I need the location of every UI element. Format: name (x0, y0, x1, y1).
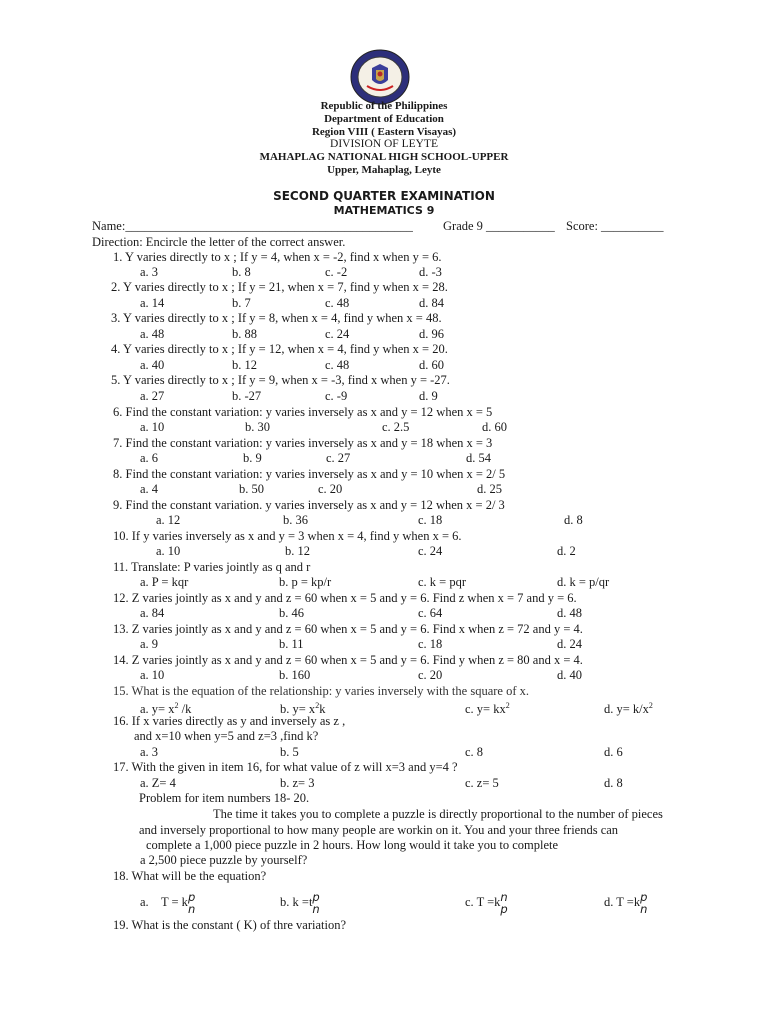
q13-choice-b[interactable]: b. 11 (279, 637, 304, 651)
q15-choice-d[interactable]: d. $y= k/x^2$ (604, 701, 653, 717)
question-15-text: 15. What is the equation of the relationship: y varies inversely with the square of x. (113, 684, 529, 698)
deped-seal-logo (349, 48, 411, 106)
q13-choice-d[interactable]: d. 24 (557, 637, 582, 651)
question-13-text: 13. Z varies jointly as x and y and z = 60 when x = 5 and y = 6. Find x when z = 72 and y = 4. (113, 622, 583, 636)
question-19-text: 19. What is the constant ( K) of thre variation? (113, 918, 347, 932)
question-6-text: 6. Find the constant variation: y varies inversely as x and y = 12 when x = 5 (113, 405, 493, 419)
q5-choice-c[interactable]: c. -9 (325, 389, 348, 403)
question-11-text: 11. Translate: P varies jointly as q and r (113, 560, 311, 574)
header-line-school: MAHAPLAG NATIONAL HIGH SCHOOL-UPPER (259, 151, 509, 163)
q13-choice-a[interactable]: a. 9 (140, 637, 159, 651)
question-1-text: 1. Y varies directly to x ; If y = 4, when x = -2, find x when y = 6. (113, 250, 442, 264)
q17-choice-c[interactable]: c. z= 5 (465, 776, 499, 790)
q16-choice-b[interactable]: b. 5 (280, 745, 299, 759)
q17-choice-b[interactable]: b. z= 3 (280, 776, 315, 790)
q17-choice-a[interactable]: a. Z= 4 (140, 776, 176, 790)
question-16-text-2: and x=10 when y=5 and z=3 ,find k? (134, 729, 319, 743)
q12-choice-a[interactable]: a. 84 (140, 606, 165, 620)
grade-field[interactable]: Grade 9 ___________ (443, 219, 555, 233)
q13-choice-c[interactable]: c. 18 (418, 637, 443, 651)
name-field[interactable]: Name:______________________________________________ (92, 219, 413, 233)
problem-line-1: The time it takes you to complete a puzzle is directly proportional to the number of pieces (213, 807, 663, 821)
question-7-text: 7. Find the constant variation: y varies inversely as x and y = 18 when x = 3 (113, 436, 493, 450)
q2-choice-b[interactable]: b. 7 (232, 296, 251, 310)
q2-choice-d[interactable]: d. 84 (419, 296, 444, 310)
q18-choice-b[interactable]: b. k =t p n (280, 890, 320, 917)
q5-choice-a[interactable]: a. 27 (140, 389, 165, 403)
question-18-text: 18. What will be the equation? (113, 869, 267, 883)
header-line-region: Region VIII ( Eastern Visayas) (311, 126, 457, 138)
exam-title: SECOND QUARTER EXAMINATION (273, 189, 495, 203)
q10-choice-b[interactable]: b. 12 (285, 544, 310, 558)
q11-choice-a[interactable]: a. P = kqr (140, 575, 189, 589)
q4-choice-a[interactable]: a. 40 (140, 358, 165, 372)
q3-choice-d[interactable]: d. 96 (419, 327, 444, 341)
q9-choice-a[interactable]: a. 12 (156, 513, 181, 527)
q1-choice-c[interactable]: c. -2 (325, 265, 348, 279)
q15-choice-c[interactable]: c. $y= kx^2$ (465, 701, 510, 717)
q15-choice-b[interactable]: b. $y= x^2k$ (280, 701, 326, 717)
q6-choice-a[interactable]: a. 10 (140, 420, 165, 434)
q12-choice-d[interactable]: d. 48 (557, 606, 582, 620)
q3-choice-a[interactable]: a. 48 (140, 327, 165, 341)
question-12-text: 12. Z varies jointly as x and y and z = 60 when x = 5 and y = 6. Find z when x = 7 and y = 6. (113, 591, 577, 605)
q11-choice-b[interactable]: b. p = kp/r (279, 575, 332, 589)
q9-choice-b[interactable]: b. 36 (283, 513, 308, 527)
q7-choice-c[interactable]: c. 27 (326, 451, 351, 465)
q4-choice-b[interactable]: b. 12 (232, 358, 257, 372)
q16-choice-d[interactable]: d. 6 (604, 745, 623, 759)
question-5-text: 5. Y varies directly to x ; If y = 9, when x = -3, find x when y = -27. (111, 373, 450, 387)
header-line-republic: Republic of the Philippines (320, 100, 448, 112)
question-2-text: 2. Y varies directly to x ; If y = 21, when x = 7, find y when x = 28. (111, 280, 448, 294)
q11-choice-c[interactable]: c. k = pqr (418, 575, 467, 589)
score-field[interactable]: Score: __________ (566, 219, 664, 233)
problem-heading: Problem for item numbers 18- 20. (139, 791, 310, 805)
question-4-text: 4. Y varies directly to x ; If y = 12, when x = 4, find y when x = 20. (111, 342, 448, 356)
header-line-address: Upper, Mahaplag, Leyte (327, 164, 441, 176)
q4-choice-d[interactable]: d. 60 (419, 358, 444, 372)
q5-choice-b[interactable]: b. -27 (232, 389, 262, 403)
q7-choice-b[interactable]: b. 9 (243, 451, 262, 465)
q2-choice-c[interactable]: c. 48 (325, 296, 350, 310)
q16-choice-c[interactable]: c. 8 (465, 745, 484, 759)
question-9-text: 9. Find the constant variation. y varies inversely as x and y = 12 when x = 2/ 3 (113, 498, 505, 512)
q6-choice-b[interactable]: b. 30 (245, 420, 270, 434)
q18-choice-d[interactable]: d. T =k p n (604, 890, 648, 917)
q3-choice-c[interactable]: c. 24 (325, 327, 350, 341)
q5-choice-d[interactable]: d. 9 (419, 389, 438, 403)
subject-title: MATHEMATICS 9 (333, 204, 435, 217)
header-line-division: DIVISION OF LEYTE (330, 138, 438, 150)
question-17-text: 17. With the given in item 16, for what value of z will x=3 and y=4 ? (113, 760, 458, 774)
q15-choice-a[interactable]: a. $y= x^2$ /k (140, 701, 192, 717)
q8-choice-c[interactable]: c. 20 (318, 482, 343, 496)
q14-choice-c[interactable]: c. 20 (418, 668, 443, 682)
q1-choice-d[interactable]: d. -3 (419, 265, 442, 279)
question-14-text: 14. Z varies jointly as x and y and z = 60 when x = 5 and y = 6. Find y when z = 80 and x = 4. (113, 653, 583, 667)
problem-line-2: and inversely proportional to how many people are workin on it. You and your three friends can (139, 823, 619, 837)
q16-choice-a[interactable]: a. 3 (140, 745, 159, 759)
q11-choice-d[interactable]: d. k = p/qr (557, 575, 610, 589)
q12-choice-c[interactable]: c. 64 (418, 606, 443, 620)
q4-choice-c[interactable]: c. 48 (325, 358, 350, 372)
question-10-text: 10. If y varies inversely as x and y = 3 when x = 4, find y when x = 6. (113, 529, 462, 543)
question-8-text: 8. Find the constant variation: y varies inversely as x and y = 10 when x = 2/ 5 (113, 467, 506, 481)
q7-choice-a[interactable]: a. 6 (140, 451, 159, 465)
q9-choice-d[interactable]: d. 8 (564, 513, 583, 527)
q2-choice-a[interactable]: a. 14 (140, 296, 165, 310)
q9-choice-c[interactable]: c. 18 (418, 513, 443, 527)
q7-choice-d[interactable]: d. 54 (466, 451, 491, 465)
direction-text: Direction: Encircle the letter of the correct answer. (92, 235, 346, 249)
q6-choice-c[interactable]: c. 2.5 (382, 420, 410, 434)
question-3-text: 3. Y varies directly to x ; If y = 8, when x = 4, find y when x = 48. (111, 311, 442, 325)
q1-choice-b[interactable]: b. 8 (232, 265, 251, 279)
q14-choice-a[interactable]: a. 10 (140, 668, 165, 682)
q17-choice-d[interactable]: d. 8 (604, 776, 623, 790)
q10-choice-c[interactable]: c. 24 (418, 544, 443, 558)
question-16-text: 16. If x varies directly as y and inversely as z , (113, 714, 346, 728)
header-line-department: Department of Education (324, 113, 444, 125)
q12-choice-b[interactable]: b. 46 (279, 606, 304, 620)
q8-choice-a[interactable]: a. 4 (140, 482, 159, 496)
q14-choice-d[interactable]: d. 40 (557, 668, 582, 682)
problem-line-4: a 2,500 piece puzzle by yourself? (140, 853, 308, 867)
q8-choice-d[interactable]: d. 25 (477, 482, 502, 496)
q3-choice-b[interactable]: b. 88 (232, 327, 257, 341)
q10-choice-a[interactable]: a. 10 (156, 544, 181, 558)
q14-choice-b[interactable]: b. 160 (279, 668, 311, 682)
q8-choice-b[interactable]: b. 50 (239, 482, 264, 496)
q18-choice-c[interactable]: c. T =k n p (465, 890, 508, 917)
q6-choice-d[interactable]: d. 60 (482, 420, 507, 434)
problem-line-3: complete a 1,000 piece puzzle in 2 hours. How long would it take you to complete (146, 838, 559, 852)
q1-choice-a[interactable]: a. 3 (140, 265, 159, 279)
q18-choice-a[interactable]: a. T = k p n (140, 890, 196, 917)
q10-choice-d[interactable]: d. 2 (557, 544, 576, 558)
